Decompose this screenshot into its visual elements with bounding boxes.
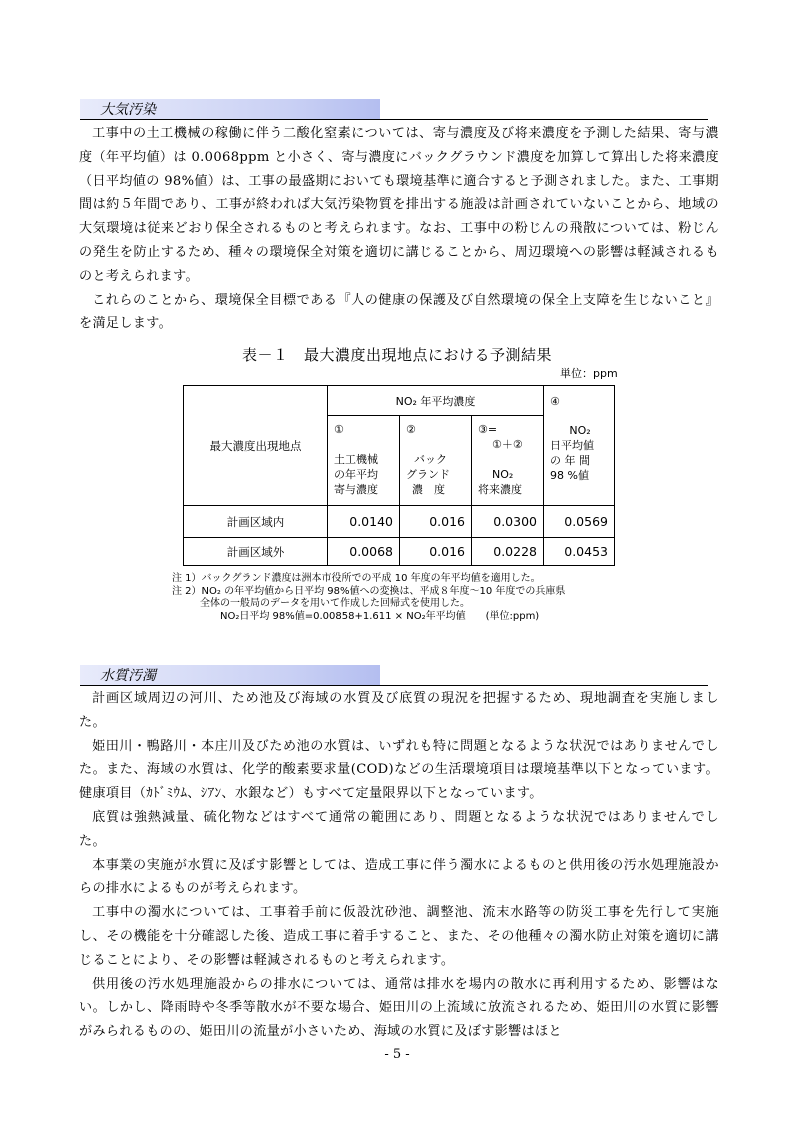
header-group-no2: NO₂ 年平均濃度 xyxy=(328,386,544,416)
section-body-water-pollution xyxy=(79,687,719,1044)
note-line: 注 2）NO₂ の年平均値から日平均 98%値への変換は、平成８年度～10 年度での兵庫県 xyxy=(172,585,566,597)
paragraph: 計画区域周辺の河川、ため池及び海域の水質及び底質の現況を把握するため、現地調査を実施しました。 xyxy=(79,691,719,730)
section-heading-water-pollution xyxy=(80,664,708,686)
table-row: 計画区域外 0.0068 0.016 0.0228 0.0453 xyxy=(184,538,615,566)
page-number: - 5 - xyxy=(384,1047,410,1062)
section-title: 大気汚染 xyxy=(100,102,156,118)
section-heading-air-pollution xyxy=(80,98,708,120)
paragraph: これらのことから、環境保全目標である『人の健康の保護及び自然環境の保全上支障を生じないこと』を満足します。 xyxy=(79,292,719,332)
paragraph: 本事業の実施が水質に及ぼす影響としては、造成工事に伴う濁水によるものと供用後の汚水処理施設からの排水によるものが考えられます。 xyxy=(79,857,719,897)
table-notes xyxy=(172,573,565,623)
header-col4: ④ NO₂ 日平均値 の 年 間 98 %値 xyxy=(544,386,615,506)
section-title: 水質汚濁 xyxy=(100,668,156,684)
header-location: 最大濃度出現地点 xyxy=(184,386,328,506)
note-line: 注 1）バックグランド濃度は洲本市役所での平成 10 年度の年平均値を適用した。 xyxy=(172,573,541,584)
prediction-results-table xyxy=(183,385,615,566)
paragraph: 供用後の汚水処理施設からの排水については、通常は排水を場内の散水に再利用するため、影響はない。しかし、降雨時や冬季等散水が不要な場合、姫田川の上流域に放流されるため、姫田川の水質に影響がみられるものの、姫田川の流量が小さいため、海域の水質に及ぼす影響はほと xyxy=(79,976,719,1040)
note-line: 全体の一般局のデータを用いて作成した回帰式を使用した。 xyxy=(200,598,470,609)
section-body-air-pollution xyxy=(79,122,719,336)
table-row: 計画区域内 0.0140 0.016 0.0300 0.0569 xyxy=(184,506,615,538)
note-formula: NO₂日平均 98%値=0.00858+1.611 × NO₂年平均値 (単位:ppm) xyxy=(220,610,540,622)
header-col3: ③= ①＋② NO₂ 将来濃度 xyxy=(472,416,544,506)
header-col1: ① 土工機械 の年平均 寄与濃度 xyxy=(328,416,400,506)
header-col2: ② バック グランド 濃 度 xyxy=(400,416,472,506)
paragraph: 姫田川・鴨路川・本庄川及びため池の水質は、いずれも特に問題となるような状況ではありませんでした。また、海域の水質は、化学的酸素要求量(COD)などの生活環境項目は環境基準以下となっています。健康項目（ｶﾄﾞﾐｳﾑ、ｼｱﾝ、水銀など）もすべて定量限界以下となっています。 xyxy=(79,738,719,802)
paragraph: 底質は強熱減量、硫化物などはすべて通常の範囲にあり、問題となるような状況ではありませんでした。 xyxy=(79,809,719,849)
paragraph: 工事中の濁水については、工事着手前に仮設沈砂池、調整池、流末水路等の防災工事を先行して実施し、その機能を十分確認した後、造成工事に着手すること、また、その他種々の濁水防止対策を適切に講じることにより、その影響は軽減されるものと考えられます。 xyxy=(79,905,719,968)
paragraph: 工事中の土工機械の稼働に伴う二酸化窒素については、寄与濃度及び将来濃度を予測した結果、寄与濃度（年平均値）は 0.0068ppm と小さく、寄与濃度にバックグラウンド濃度を加算して算出した将来濃度（日平均値の 98%値）は、工事の最盛期においても環境基準に適合すると予測されました。また、工事期間は約５年間であり、工事が終われば大気汚染物質を排出する施設は計画されていないことから、地域の大気環境は従来どおり保全されるものと考えられます。なお、工事中の粉じんの飛散については、粉じんの発生を防止するため、種々の環境保全対策を適切に講じることから、周辺環境への影響は軽減されるものと考えられます。 xyxy=(79,126,719,284)
table-title: 表－１ 最大濃度出現地点における予測結果 xyxy=(241,346,552,364)
table-unit: 単位：ppm xyxy=(560,367,618,380)
